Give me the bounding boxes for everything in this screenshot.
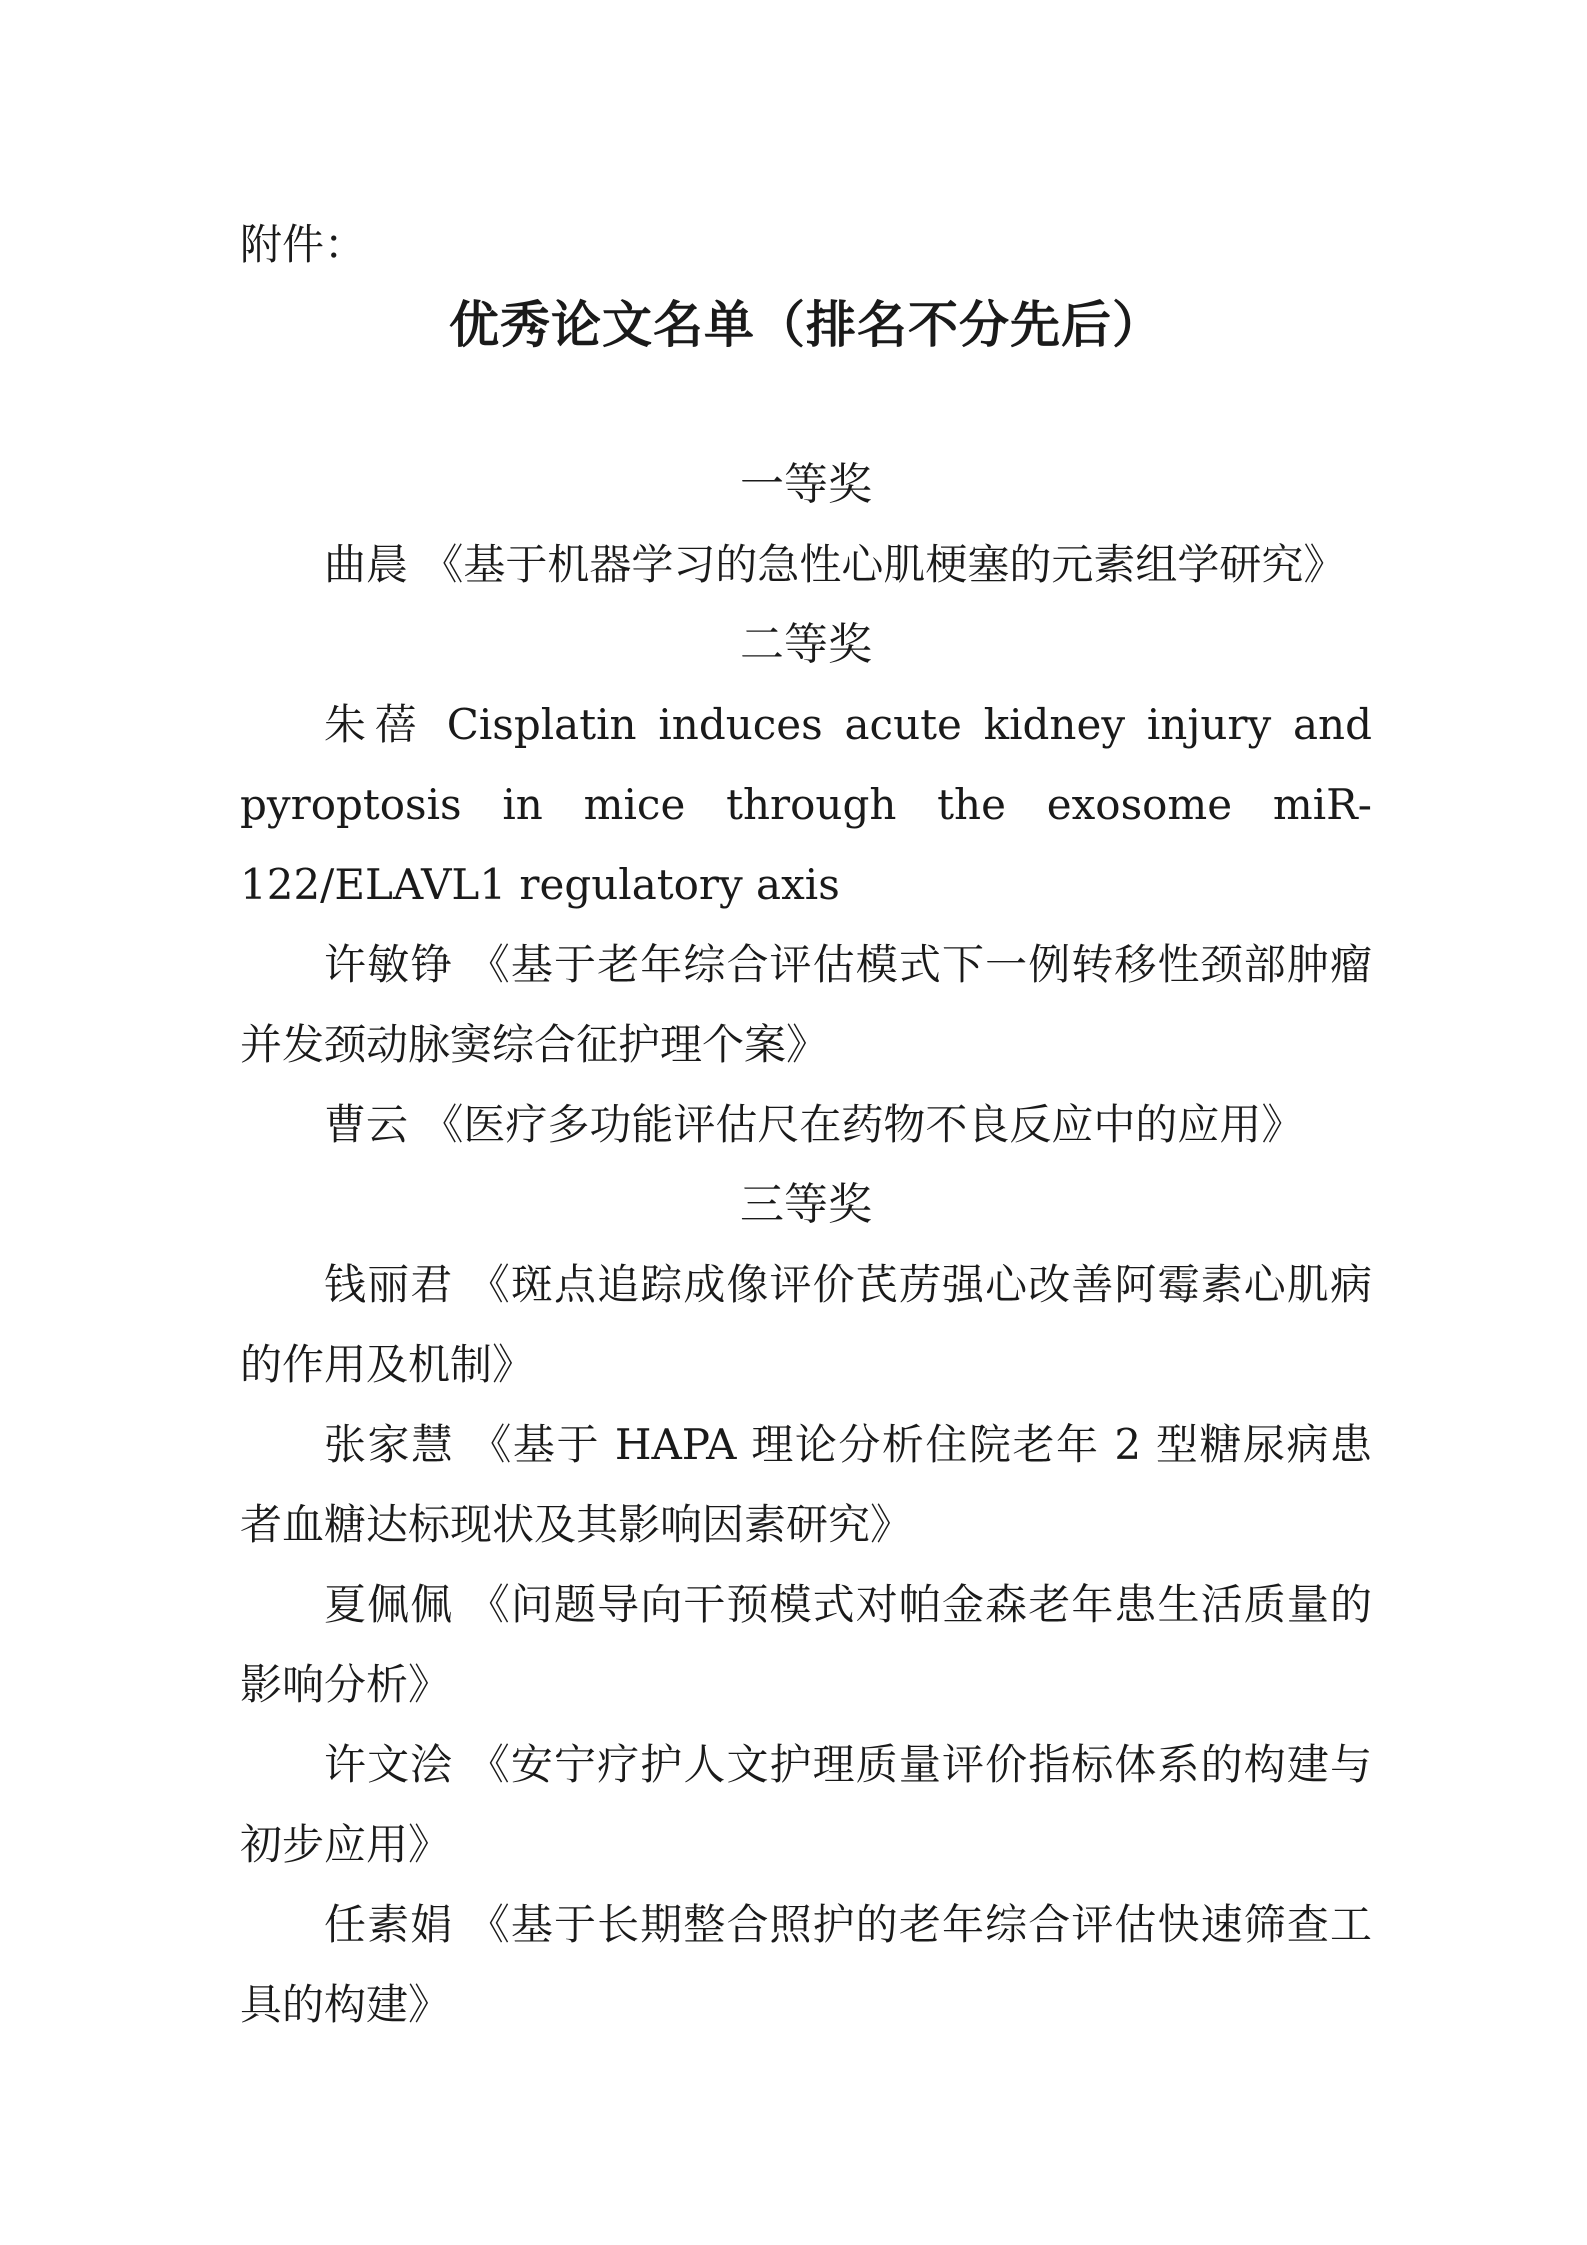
paper-entry [240, 1405, 1372, 1565]
paper-title: 《基于 HAPA 理论分析住院老年 2 型糖尿病患者血糖达标现状及其影响因素研究》 [240, 1420, 1372, 1549]
award-level-heading-second: 二等奖 [740, 619, 872, 670]
paper-author: 曲晨 [324, 540, 409, 589]
paper-title: 《基于长期整合照护的老年综合评估快速筛查工具的构建》 [240, 1900, 1372, 2029]
paper-author: 曹云 [324, 1100, 409, 1149]
paper-title: 《问题导向干预模式对帕金森老年患生活质量的影响分析》 [240, 1580, 1372, 1709]
paper-author: 钱丽君 [324, 1260, 454, 1309]
paper-title: 《基于老年综合评估模式下一例转移性颈部肿瘤并发颈动脉窦综合征护理个案》 [240, 940, 1372, 1069]
paper-entry [240, 685, 1372, 925]
award-section-third-prize [240, 1165, 1372, 2045]
award-section-first-prize [240, 445, 1372, 605]
paper-entry [240, 1245, 1372, 1405]
paper-entry [240, 1725, 1372, 1885]
paper-author: 许敏铮 [324, 940, 454, 989]
paper-author: 朱蓓 [324, 700, 425, 749]
paper-author: 许文浍 [324, 1740, 454, 1789]
paper-title: 《斑点追踪成像评价芪苈强心改善阿霉素心肌病的作用及机制》 [240, 1260, 1372, 1389]
paper-entry [240, 525, 1372, 605]
paper-title: 《医疗多功能评估尺在药物不良反应中的应用》 [421, 1100, 1304, 1149]
paper-entry [240, 1885, 1372, 2045]
paper-author: 夏佩佩 [324, 1580, 454, 1629]
paper-title: 《基于机器学习的急性心肌梗塞的元素组学研究》 [421, 540, 1346, 589]
paper-entry [240, 1565, 1372, 1725]
page-title: 优秀论文名单（排名不分先后） [449, 295, 1163, 354]
award-section-second-prize [240, 605, 1372, 1165]
paper-title: 《安宁疗护人文护理质量评价指标体系的构建与初步应用》 [240, 1740, 1372, 1869]
attachment-label: 附件： [240, 220, 367, 269]
paper-title: Cisplatin induces acute kidney injury and pyroptosis in mice through the exosome miR-122/ELAVL1 regulatory axis [240, 700, 1372, 909]
award-level-heading-third: 三等奖 [740, 1179, 872, 1230]
paper-entry [240, 925, 1372, 1085]
paper-author: 张家慧 [324, 1420, 455, 1469]
award-level-heading-first: 一等奖 [740, 459, 872, 510]
paper-author: 任素娟 [324, 1900, 454, 1949]
paper-entry [240, 1085, 1372, 1165]
